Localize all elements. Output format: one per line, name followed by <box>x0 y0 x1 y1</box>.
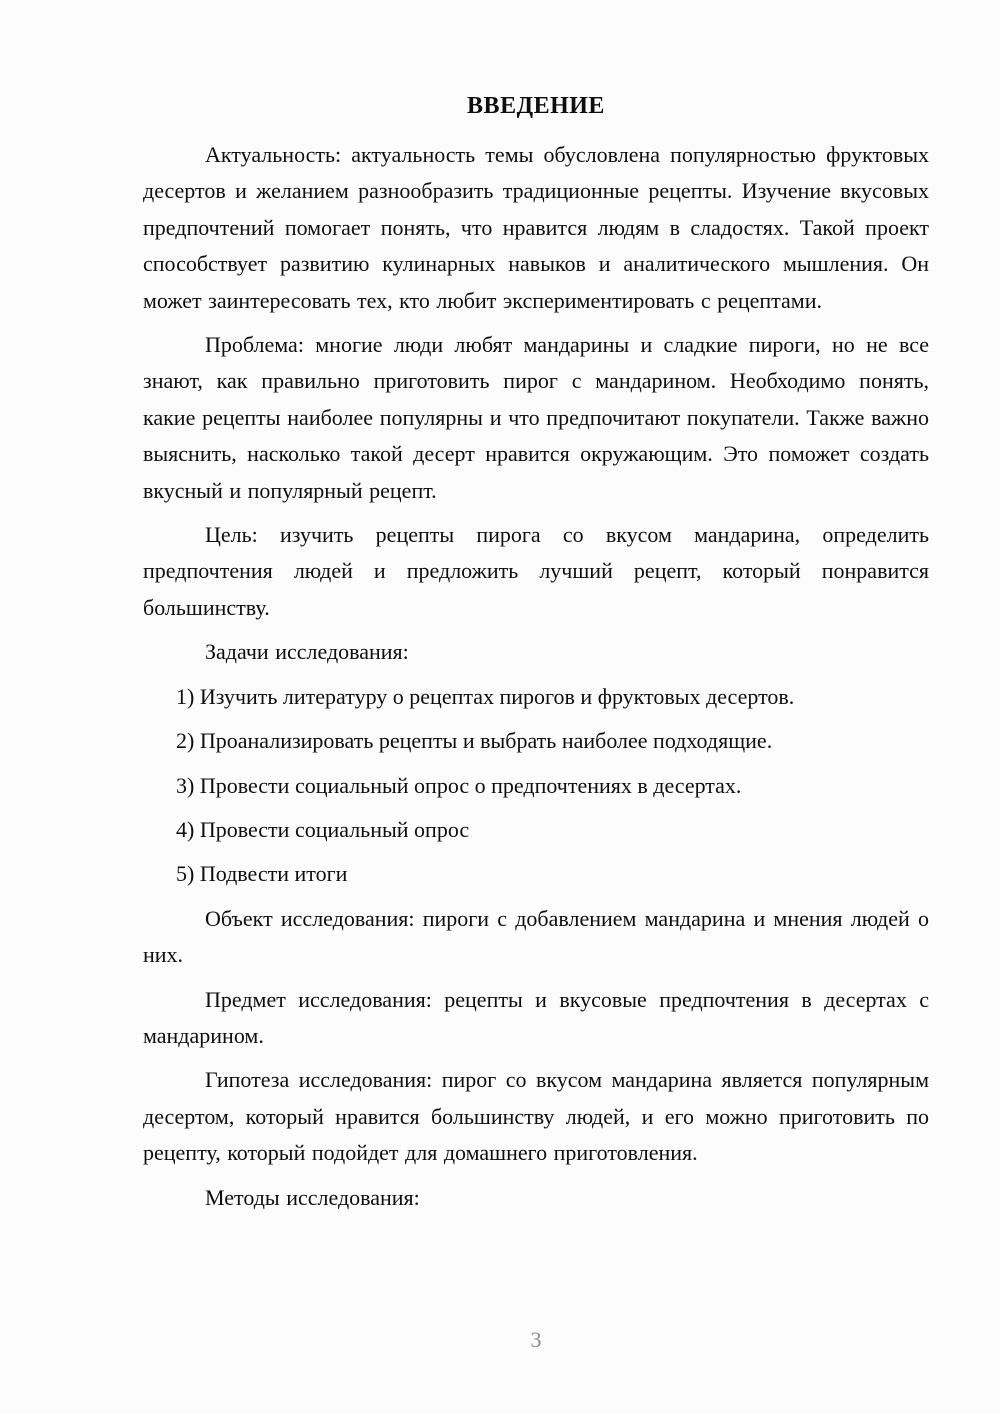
paragraph-object: Объект исследования: пироги с добавлением мандарина и мнения людей о них. <box>143 905 929 968</box>
paragraph-hypothesis: Гипотеза исследования: пирог со вкусом мандарина является популярным десертом, который нравится большинству людей, и его можно приготовить по рецепту, который подойдет для домашнего приготовления. <box>143 1067 929 1166</box>
paragraph-relevance: Актуальность: актуальность темы обусловлена популярностью фруктовых десертов и желанием разнообразить традиционные рецепты. Изучение вкусовых предпочтений помогает понять, что нравится людям в сладостях. Такой проект способствует развитию кулинарных навыков и аналитического мышления. Он может заинтересовать тех, кто любит экспериментировать с рецептами. <box>143 142 929 313</box>
task-item-2: 2) Проанализировать рецепты и выбрать наиболее подходящие. <box>176 728 773 754</box>
page-title: ВВЕДЕНИЕ <box>467 93 605 119</box>
methods-header: Методы исследования: <box>205 1184 420 1210</box>
paragraph-goal: Цель: изучить рецепты пирога со вкусом мандарина, определить предпочтения людей и предложить лучший рецепт, который понравится большинству. <box>143 522 929 620</box>
paragraph-subject: Предмет исследования: рецепты и вкусовые предпочтения в десертах с мандарином. <box>143 986 929 1048</box>
paragraph-problem: Проблема: многие люди любят мандарины и сладкие пироги, но не все знают, как правильно приготовить пирог с мандарином. Необходимо понять, какие рецепты наиболее популярны и что предпочитают покупатели. Также важно выяснить, насколько такой десерт нравится окружающим. Это поможет создать вкусный и популярный рецепт. <box>143 332 929 503</box>
task-item-5: 5) Подвести итоги <box>176 861 348 887</box>
tasks-header: Задачи исследования: <box>205 639 409 665</box>
page-number: 3 <box>530 1327 542 1352</box>
task-item-3: 3) Провести социальный опрос о предпочтениях в десертах. <box>176 772 742 798</box>
task-item-4: 4) Провести социальный опрос <box>176 816 470 842</box>
task-item-1: 1) Изучить литературу о рецептах пирогов и фруктовых десертов. <box>176 683 795 709</box>
